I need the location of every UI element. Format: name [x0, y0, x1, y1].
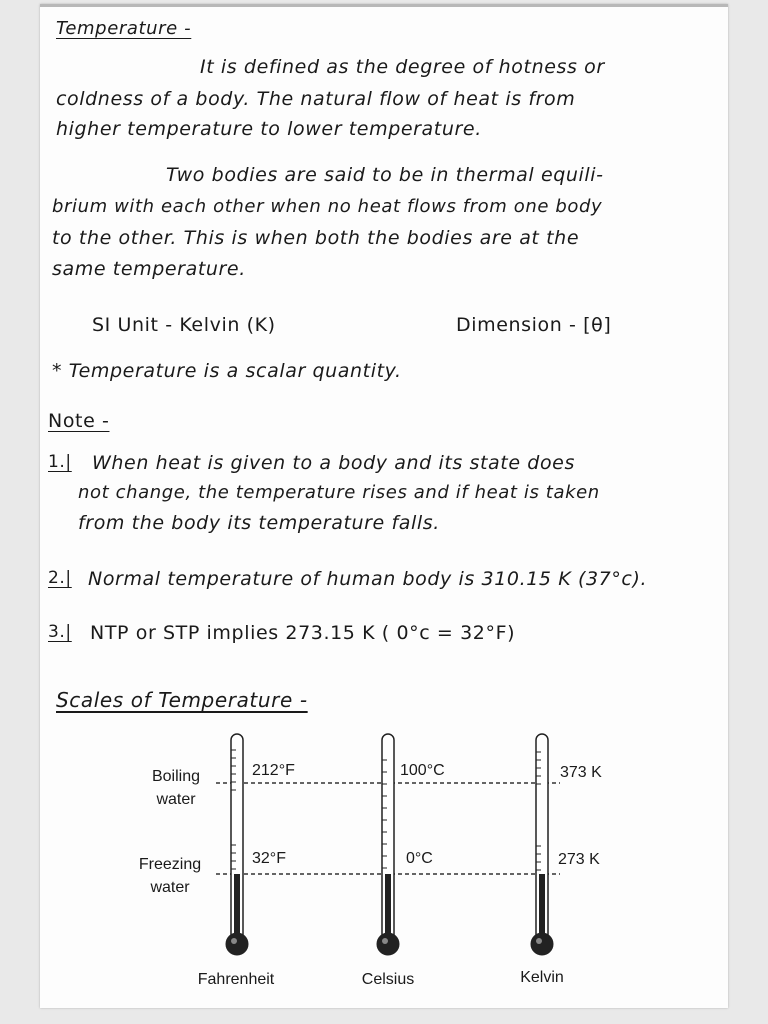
fahrenheit-name: Fahrenheit	[197, 971, 275, 988]
kelvin-boiling: 373 K	[560, 764, 602, 781]
scales-heading: Scales of Temperature -	[56, 688, 308, 712]
page-heading: Temperature -	[56, 18, 192, 39]
para1-line-1: It is defined as the degree of hotness or	[200, 56, 605, 78]
fahrenheit-freezing: 32°F	[252, 850, 286, 867]
scalar-note: * Temperature is a scalar quantity.	[52, 360, 402, 382]
note-1-line-1: When heat is given to a body and its state does	[92, 452, 575, 474]
fahrenheit-thermometer	[226, 734, 248, 955]
para2-line-1: Two bodies are said to be in thermal equili-	[166, 164, 604, 186]
boiling-label-1: Boiling	[151, 768, 201, 785]
note-1-line-3: from the body its temperature falls.	[78, 512, 440, 534]
celsius-freezing: 0°C	[406, 850, 433, 867]
note-1-number: 1.|	[48, 452, 72, 472]
celsius-thermometer	[377, 734, 399, 955]
celsius-boiling: 100°C	[400, 762, 445, 779]
celsius-name: Celsius	[361, 971, 415, 988]
para2-line-2: brium with each other when no heat flows from one body	[52, 196, 603, 217]
para2-line-4: same temperature.	[52, 258, 246, 280]
note-2-text: Normal temperature of human body is 310.15 K (37°c).	[88, 568, 648, 590]
note-3-text: NTP or STP implies 273.15 K ( 0°c = 32°F)	[90, 622, 516, 644]
note-3-number: 3.|	[48, 622, 72, 642]
para2-line-3: to the other. This is when both the bodies are at the	[52, 227, 580, 249]
boiling-label-2: water	[156, 791, 196, 808]
freezing-label-1: Freezing	[138, 856, 202, 873]
freezing-label-2: water	[150, 879, 190, 896]
kelvin-thermometer	[531, 734, 553, 955]
si-unit: SI Unit - Kelvin (K)	[92, 314, 276, 336]
note-2-number: 2.|	[48, 568, 72, 588]
note-1-line-2: not change, the temperature rises and if heat is taken	[78, 482, 600, 503]
fahrenheit-boiling: 212°F	[252, 762, 295, 779]
kelvin-freezing: 273 K	[558, 851, 600, 868]
note-heading: Note -	[48, 410, 110, 432]
para1-line-3: higher temperature to lower temperature.	[56, 118, 482, 140]
para1-line-2: coldness of a body. The natural flow of heat is from	[56, 88, 576, 110]
kelvin-name: Kelvin	[520, 969, 564, 986]
dimension: Dimension - [θ]	[456, 314, 612, 336]
